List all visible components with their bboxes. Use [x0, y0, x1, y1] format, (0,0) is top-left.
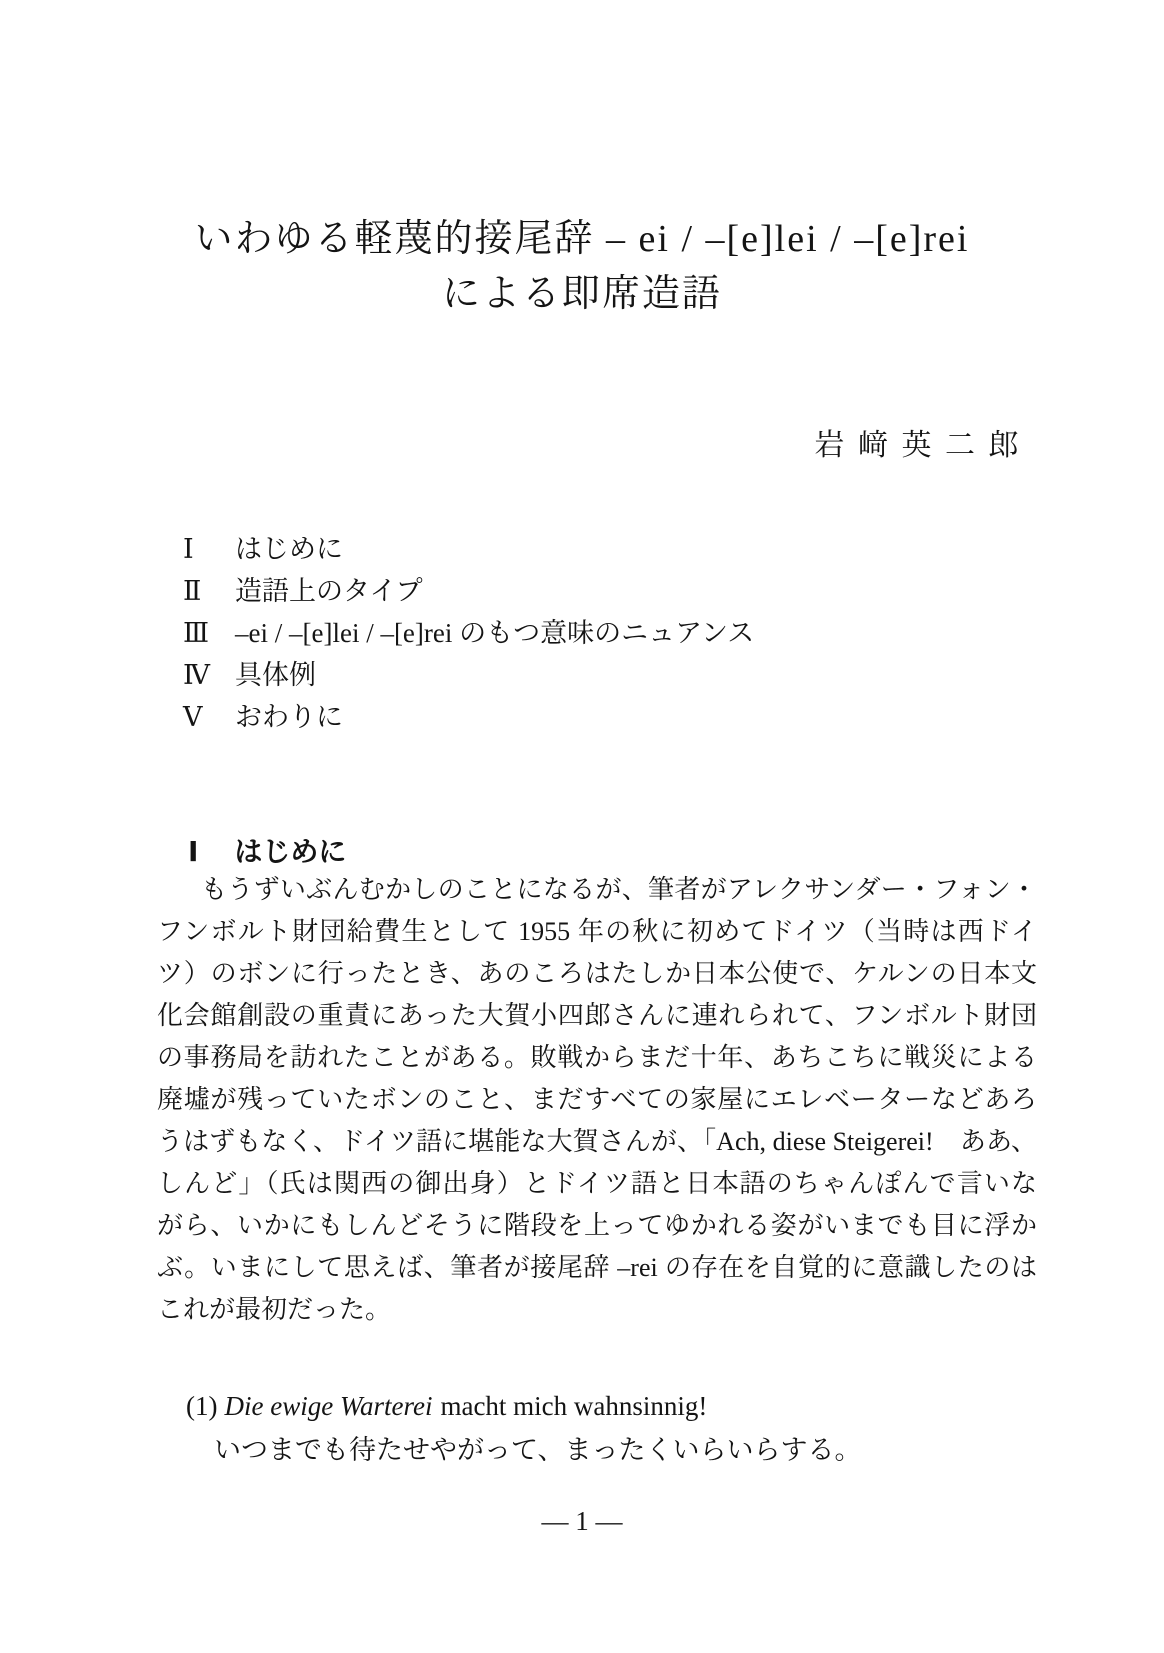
example-german-roman: macht mich wahnsinnig! [440, 1391, 708, 1421]
example-block [186, 1384, 861, 1472]
toc-item [183, 612, 754, 654]
intro-paragraph [157, 869, 1037, 1331]
toc-label: おわりに [235, 702, 343, 732]
paragraph-line: これが最初だった。 [157, 1295, 392, 1324]
title-line-1: いわゆる軽蔑的接尾辞 – ei / –[e]lei / –[e]rei [194, 218, 970, 260]
toc-numeral: Ⅰ [183, 534, 194, 564]
section-numeral: Ⅰ [188, 836, 199, 867]
author-name: 岩﨑英二郎 [814, 429, 1032, 462]
toc-numeral: Ⅳ [183, 660, 210, 690]
page-number-footer: — 1 — [541, 1506, 623, 1536]
paragraph-line: フンボルト財団給費生として 1955 年の秋に初めてドイツ（当時は西ドイ [157, 917, 1037, 946]
toc-item [183, 528, 754, 570]
toc-label: 造語上のタイプ [235, 576, 423, 606]
toc-numeral: Ⅲ [183, 618, 210, 648]
toc-label: はじめに [235, 534, 343, 564]
example-translation: いつまでも待たせやがって、まったくいらいらする。 [214, 1435, 862, 1465]
toc-label: 具体例 [235, 660, 316, 690]
toc-numeral: Ⅴ [183, 702, 203, 732]
paragraph-line: 化会館創設の重責にあった大賀小四郎さんに連れられて、フンボルト財団 [157, 1001, 1037, 1030]
toc-item [183, 570, 754, 612]
paragraph-line: 廃墟が残っていたボンのこと、まだすべての家屋にエレベーターなどあろ [157, 1085, 1037, 1114]
paragraph-line: がら、いかにもしんどそうに階段を上ってゆかれる姿がいまでも目に浮か [157, 1211, 1037, 1240]
table-of-contents [183, 528, 754, 738]
paragraph-line: ぶ。いまにして思えば、筆者が接尾辞 –rei の存在を自覚的に意識したのは [157, 1253, 1037, 1282]
toc-item [183, 696, 754, 738]
section-heading [188, 830, 346, 870]
example-number: (1) [186, 1391, 218, 1421]
example-german-line [186, 1384, 861, 1428]
section-title: はじめに [234, 836, 347, 867]
paragraph-line: の事務局を訪れたことがある。敗戦からまだ十年、あちこちに戦災による [157, 1043, 1037, 1072]
paragraph-line: もうずいぶんむかしのことになるが、筆者がアレクサンダー・フォン・ [201, 875, 1037, 904]
toc-item [183, 654, 754, 696]
example-german-italic: Die ewige Warterei [224, 1391, 433, 1421]
paragraph-line: しんど」（氏は関西の御出身）とドイツ語と日本語のちゃんぽんで言いな [157, 1169, 1037, 1198]
paragraph-line: ツ）のボンに行ったとき、あのころはたしか日本公使で、ケルンの日本文 [157, 959, 1037, 988]
paragraph-line: うはずもなく、ドイツ語に堪能な大賀さんが、「Ach, diese Steigerei! ああ、 [157, 1127, 1037, 1156]
title-line-2: による即席造語 [441, 273, 722, 315]
document-title [0, 212, 1164, 322]
toc-numeral: Ⅱ [183, 576, 202, 606]
toc-label: –ei / –[e]lei / –[e]rei のもつ意味のニュアンス [235, 618, 755, 648]
